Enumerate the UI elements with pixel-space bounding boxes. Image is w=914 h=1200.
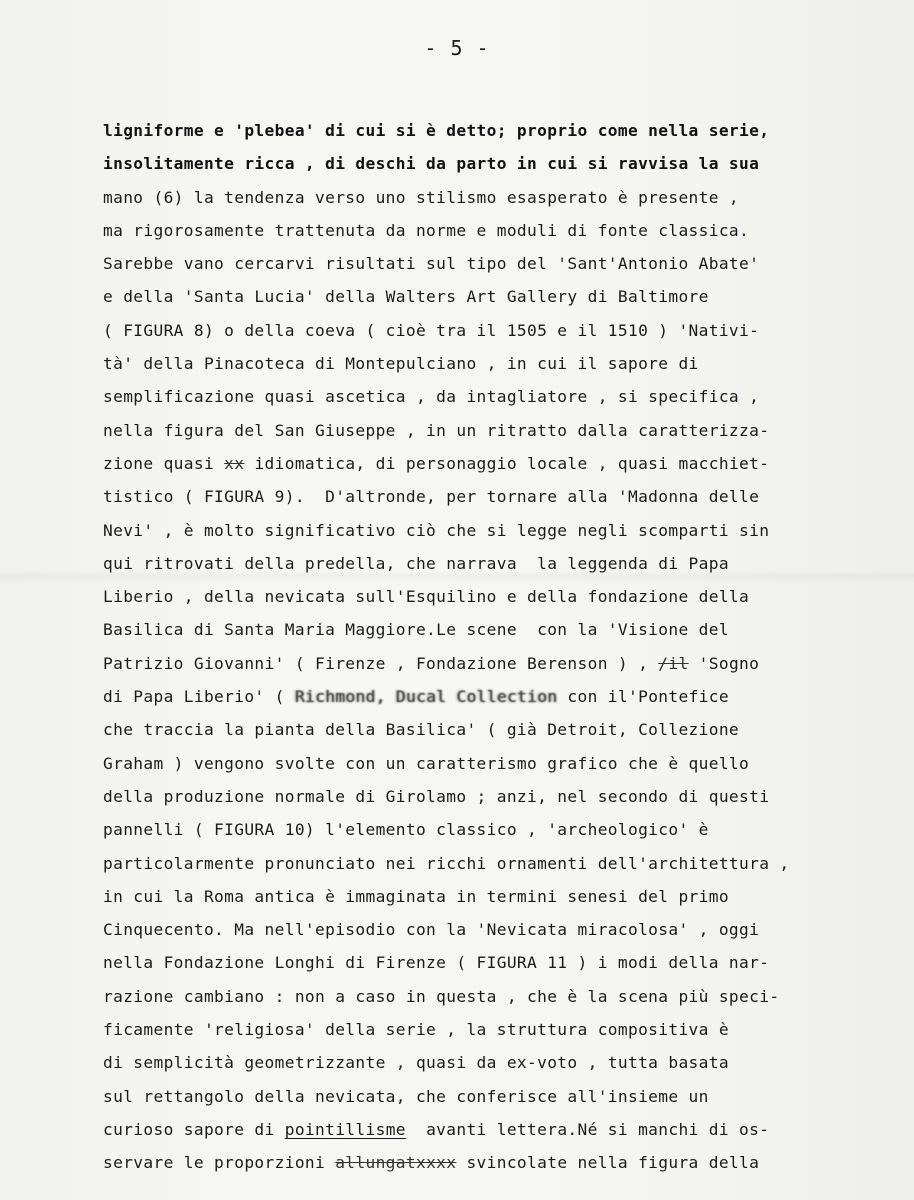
line-text: curioso sapore di bbox=[103, 1119, 285, 1139]
text-line bbox=[103, 747, 893, 780]
line-text: di Papa Liberio' ( bbox=[103, 687, 295, 707]
text-line bbox=[103, 547, 893, 580]
line-text: che traccia la pianta della Basilica' ( già Detroit, Collezione bbox=[103, 720, 740, 740]
text-line bbox=[103, 114, 893, 147]
text-line bbox=[103, 780, 893, 813]
page-number: - 5 - bbox=[424, 36, 490, 60]
line-text: razione cambiano : non a caso in questa , che è la scena più speci- bbox=[103, 986, 780, 1006]
text-line bbox=[103, 580, 893, 613]
text-line bbox=[103, 181, 893, 214]
text-line bbox=[103, 314, 893, 347]
line-text: Sarebbe vano cercarvi risultati sul tipo del 'Sant'Antonio Abate' bbox=[103, 254, 760, 274]
line-text: in cui la Roma antica è immaginata in termini senesi del primo bbox=[103, 886, 729, 906]
line-text: idiomatica, di personaggio locale , quasi macchiet- bbox=[244, 453, 770, 473]
struck-out-text: allungatxxxx bbox=[335, 1153, 457, 1173]
struck-out-text: /il bbox=[658, 653, 689, 673]
text-line bbox=[103, 480, 893, 513]
text-line bbox=[103, 913, 893, 946]
text-line bbox=[103, 1046, 893, 1079]
line-text: Basilica di Santa Maria Maggiore.Le scene con la 'Visione del bbox=[103, 620, 729, 640]
line-text: ma rigorosamente trattenuta da norme e moduli di fonte classica. bbox=[103, 220, 750, 240]
line-text: Cinquecento. Ma nell'episodio con la 'Nevicata miracolosa' , oggi bbox=[103, 920, 760, 940]
text-line bbox=[103, 280, 893, 313]
text-line bbox=[103, 214, 893, 247]
text-line bbox=[103, 946, 893, 979]
text-line bbox=[103, 447, 893, 480]
text-line bbox=[103, 813, 893, 846]
text-line bbox=[103, 347, 893, 380]
text-line bbox=[103, 380, 893, 413]
line-text: nella Fondazione Longhi di Firenze ( FIGURA 11 ) i modi della nar- bbox=[103, 953, 770, 973]
underlined-text: pointillisme bbox=[284, 1119, 406, 1139]
line-text: di semplicità geometrizzante , quasi da ex-voto , tutta basata bbox=[103, 1053, 729, 1073]
line-text: insolitamente ricca , di deschi da parto in cui si ravvisa la sua bbox=[103, 154, 760, 174]
text-line bbox=[103, 147, 893, 180]
body-text bbox=[103, 114, 893, 1180]
line-text: tistico ( FIGURA 9). D'altronde, per tornare alla 'Madonna delle bbox=[103, 487, 760, 507]
line-text: Nevi' , è molto significativo ciò che si legge negli scomparti sin bbox=[103, 520, 770, 540]
smudged-text: Richmond, Ducal Collection bbox=[294, 687, 558, 707]
text-line bbox=[103, 880, 893, 913]
line-text: e della 'Santa Lucia' della Walters Art Gallery di Baltimore bbox=[103, 287, 709, 307]
line-text: semplificazione quasi ascetica , da intagliatore , si specifica , bbox=[103, 387, 760, 407]
text-line bbox=[103, 980, 893, 1013]
text-line bbox=[103, 514, 893, 547]
line-text: ligniforme e 'plebea' di cui si è detto; proprio come nella serie, bbox=[103, 121, 770, 140]
line-text: ficamente 'religiosa' della serie , la struttura compositiva è bbox=[103, 1020, 729, 1040]
line-text: svincolate nella figura della bbox=[456, 1153, 760, 1173]
text-line bbox=[103, 647, 893, 680]
line-text: Liberio , della nevicata sull'Esquilino e della fondazione della bbox=[103, 587, 750, 607]
line-text: ( FIGURA 8) o della coeva ( cioè tra il 1505 e il 1510 ) 'Nativi- bbox=[103, 320, 760, 340]
line-text: sul rettangolo della nevicata, che conferisce all'insieme un bbox=[103, 1086, 709, 1106]
line-text: Patrizio Giovanni' ( Firenze , Fondazione Berenson ) , bbox=[103, 653, 659, 673]
text-line bbox=[103, 1013, 893, 1046]
line-text: nella figura del San Giuseppe , in un ritratto dalla caratterizza- bbox=[103, 420, 770, 440]
text-line bbox=[103, 1113, 893, 1146]
line-text: tà' della Pinacoteca di Montepulciano , in cui il sapore di bbox=[103, 354, 699, 374]
text-line bbox=[103, 613, 893, 646]
text-line bbox=[103, 713, 893, 746]
text-line bbox=[103, 1146, 893, 1179]
line-text: 'Sogno bbox=[688, 653, 760, 673]
struck-out-text: xx bbox=[224, 453, 245, 473]
line-text: zione quasi bbox=[103, 453, 225, 473]
line-text: mano (6) la tendenza verso uno stilismo esasperato è presente , bbox=[103, 187, 740, 207]
text-line bbox=[103, 247, 893, 280]
text-line bbox=[103, 847, 893, 880]
line-text: Graham ) vengono svolte con un caratterismo grafico che è quello bbox=[103, 753, 750, 773]
line-text: della produzione normale di Girolamo ; anzi, nel secondo di questi bbox=[103, 786, 770, 806]
line-text: pannelli ( FIGURA 10) l'elemento classico , 'archeologico' è bbox=[103, 820, 709, 840]
text-line bbox=[103, 680, 893, 713]
line-text: particolarmente pronunciato nei ricchi ornamenti dell'architettura , bbox=[103, 853, 790, 873]
line-text: servare le proporzioni bbox=[103, 1153, 336, 1173]
line-text: con il'Pontefice bbox=[557, 687, 729, 707]
line-text: qui ritrovati della predella, che narrava la leggenda di Papa bbox=[103, 553, 729, 573]
text-line bbox=[103, 1080, 893, 1113]
line-text: avanti lettera.Né si manchi di os- bbox=[405, 1119, 770, 1139]
text-line bbox=[103, 414, 893, 447]
